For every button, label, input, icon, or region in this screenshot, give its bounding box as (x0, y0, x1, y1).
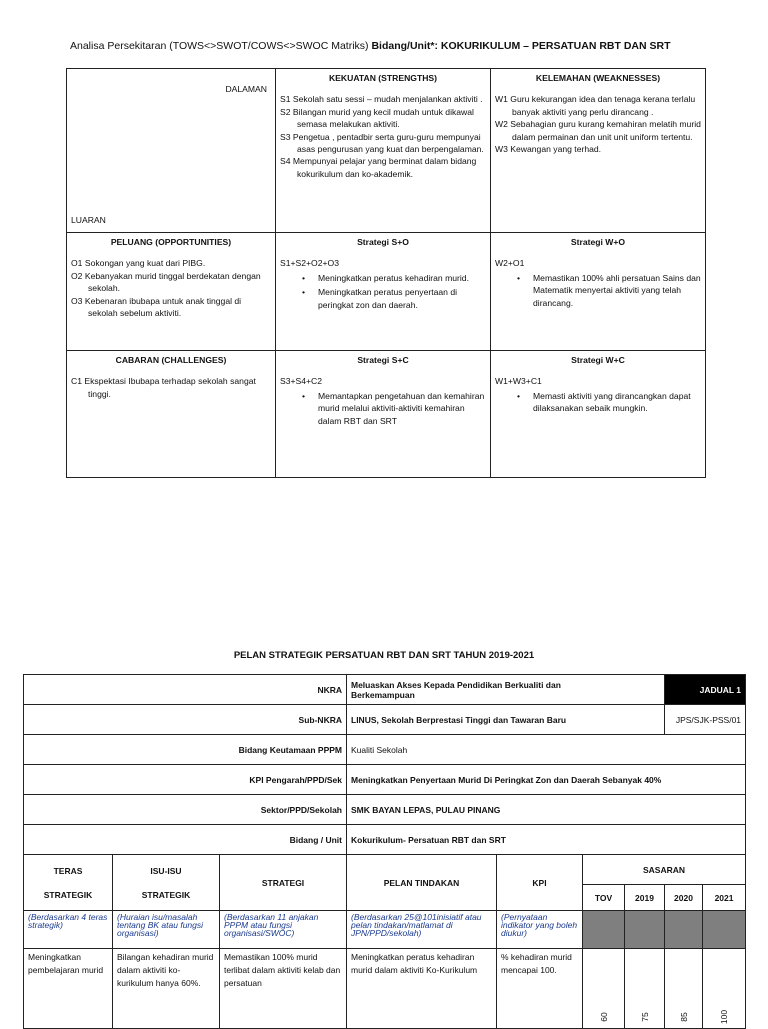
challenge-item: C1 Ekspektasi Ibubapa terhadap sekolah sangat tinggi. (71, 376, 256, 399)
strategy-sc-code: S3+S4+C2 (280, 376, 323, 387)
strategy-wo-code: W2+O1 (495, 258, 525, 269)
strategy-wo-cell (491, 233, 706, 351)
strategy-sc-cell (276, 351, 491, 478)
opportunities-title: PELUANG (OPPORTUNITIES) (110, 237, 232, 247)
strategy-so-code: S1+S2+O2+O3 (280, 258, 340, 269)
plan-value-sub-nkra: LINUS, Sekolah Berprestasi Tinggi dan Tawaran Baru (347, 705, 665, 735)
plan-value-kpi-pengarah: Meningkatkan Penyertaan Murid Di Peringkat Zon dan Daerah Sebanyak 40% (347, 765, 746, 795)
gray-cell (583, 911, 625, 949)
strength-item: S4 Mempunyai pelajar yang berminat dalam bidang kokurikulum dan ko-akademik. (280, 156, 477, 179)
plan-label-nkra: NKRA (24, 675, 347, 705)
strategy-sc-bullet: • Memantapkan pengetahuan dan kemahiran murid melalui aktiviti-aktiviti kemahiran dalam RBT dan SRT (302, 390, 485, 426)
opportunity-item: O1 Sokongan yang kuat dari PIBG. (71, 258, 206, 269)
plan-value-nkra: Meluaskan Akses Kepada Pendidikan Berkualiti dan Berkemampuan (347, 675, 625, 705)
weakness-item: W3 Kewangan yang terhad. (495, 144, 602, 155)
header-year-2020: 2020 (665, 885, 703, 911)
swot-heading-unit: Bidang/Unit*: KOKURIKULUM – PERSATUAN RBT DAN SRT (371, 40, 671, 52)
header-year-2021: 2021 (703, 885, 746, 911)
strategy-wc-code: W1+W3+C1 (495, 376, 542, 387)
strategic-plan-table (23, 674, 746, 1029)
strategy-wc-bullet: • Memasti aktiviti yang dirancangkan dapat dilaksanakan sebaik mungkin. (517, 390, 691, 414)
plan-label-bidang-keutamaan: Bidang Keutamaan PPPM (24, 735, 347, 765)
opportunities-cell (67, 233, 276, 351)
strength-item: S3 Pengetua , pentadbir serta guru-guru mempunyai asas pengurusan yang kuat dan berpengalaman. (280, 131, 484, 155)
gray-cell (625, 911, 665, 949)
row-pelan: Meningkatkan peratus kehadiran murid dalam aktiviti Ko-Kurikulum (347, 949, 497, 1029)
plan-value-sektor: SMK BAYAN LEPAS, PULAU PINANG (347, 795, 746, 825)
plan-label-sub-nkra: Sub-NKRA (24, 705, 347, 735)
strategy-so-cell (276, 233, 491, 351)
opportunity-item: O2 Kebanyakan murid tinggal berdekatan dengan sekolah. (71, 270, 261, 294)
gray-cell (665, 911, 703, 949)
strategy-wo-title: Strategi W+O (570, 237, 626, 247)
plan-value-bidang-keutamaan: Kualiti Sekolah (347, 735, 746, 765)
strength-item: S1 Sekolah satu sessi – mudah menjalankan aktiviti . (280, 94, 483, 105)
plan-label-sektor: Sektor/PPD/Sekolah (24, 795, 347, 825)
challenges-title: CABARAN (CHALLENGES) (115, 355, 227, 365)
challenges-cell (67, 351, 276, 478)
header-pelan-tindakan: PELAN TINDAKAN (347, 855, 497, 911)
header-isu-strategik: ISU-ISU STRATEGIK (113, 855, 220, 911)
strengths-cell (276, 69, 491, 233)
strategy-so-title: Strategi S+O (357, 237, 409, 247)
swot-matrix-table (66, 68, 706, 478)
plan-label-bidang-unit: Bidang / Unit (24, 825, 347, 855)
plan-label-kpi-pengarah: KPI Pengarah/PPD/Sek (24, 765, 347, 795)
weaknesses-cell (491, 69, 706, 233)
row-kpi: % kehadiran murid mencapai 100. (497, 949, 583, 1029)
header-sasaran: SASARAN (583, 855, 746, 885)
note-isu: (Huraian isu/masalah tentang BK atau fungsi organisasi) (113, 911, 220, 949)
row-isu: Bilangan kehadiran murid dalam aktiviti ko-kurikulum hanya 60%. (113, 949, 220, 1029)
weakness-item: W1 Guru kekurangan idea dan tenaga kerana terlalu banyak aktiviti yang perlu dirancang . (495, 94, 696, 117)
header-teras-strategik: TERAS STRATEGIK (24, 855, 113, 911)
gray-cell (703, 911, 746, 949)
jadual-label: JADUAL 1 (665, 675, 746, 705)
note-kpi: (Pernyataan indikator yang boleh diukur) (497, 911, 583, 949)
note-pelan: (Berdasarkan 25@101inisiatif atau pelan tindakan/matlamat di JPN/PPD/sekolah) (347, 911, 497, 949)
note-strategi: (Berdasarkan 11 anjakan PPPM atau fungsi organisasi/SWOC) (220, 911, 347, 949)
plan-reference-code: JPS/SJK-PSS/01 (665, 705, 746, 735)
header-strategi: STRATEGI (220, 855, 347, 911)
strengths-title: KEKUATAN (STRENGTHS) (328, 73, 438, 83)
opportunity-item: O3 Kebenaran ibubapa untuk anak tinggal di sekolah sebelum aktiviti. (71, 295, 242, 319)
weaknesses-title: KELEMAHAN (WEAKNESSES) (535, 73, 661, 83)
plan-title: PELAN STRATEGIK PERSATUAN RBT DAN SRT TAHUN 2019-2021 (233, 650, 535, 661)
strength-item: S2 Bilangan murid yang kecil mudah untuk dikawal semasa melakukan aktiviti. (280, 106, 474, 130)
plan-value-bidang-unit: Kokurikulum- Persatuan RBT dan SRT (347, 825, 746, 855)
swot-heading-prefix: Analisa Persekitaran (TOWS<>SWOT/COWS<>SWOC Matriks) (70, 40, 372, 52)
target-tov: 60 (583, 949, 625, 1029)
header-kpi: KPI (497, 855, 583, 911)
header-year-2019: 2019 (625, 885, 665, 911)
note-teras: (Berdasarkan 4 teras strategik) (24, 911, 113, 949)
luaran-label: LUARAN (71, 214, 106, 225)
strategy-wc-title: Strategi W+C (571, 355, 625, 365)
strategy-so-bullet: • Meningkatkan peratus penyertaan di peringkat zon dan daerah. (302, 287, 458, 310)
swot-corner-cell (67, 69, 276, 233)
strategy-wo-bullet: • Memastikan 100% ahli persatuan Sains dan Matematik menyertai aktiviti yang telah dirancang. (517, 272, 701, 308)
strategy-sc-title: Strategi S+C (357, 355, 409, 365)
weakness-item: W2 Sebahagian guru kurang kemahiran melatih murid dalam permainan dan unit unit uniform tertentu. (495, 119, 701, 142)
target-2021: 100 (703, 949, 746, 1029)
row-teras: Meningkatkan pembelajaran murid (24, 949, 113, 1029)
swot-heading (70, 40, 671, 52)
target-2019: 75 (625, 949, 665, 1029)
dalaman-label: DALAMAN (225, 84, 267, 94)
strategy-so-bullet: • Meningkatkan peratus kehadiran murid. (302, 272, 469, 283)
header-year-tov: TOV (583, 885, 625, 911)
strategy-wc-cell (491, 351, 706, 478)
row-strategi: Memastikan 100% murid terlibat dalam aktiviti kelab dan persatuan (220, 949, 347, 1029)
target-2020: 85 (665, 949, 703, 1029)
